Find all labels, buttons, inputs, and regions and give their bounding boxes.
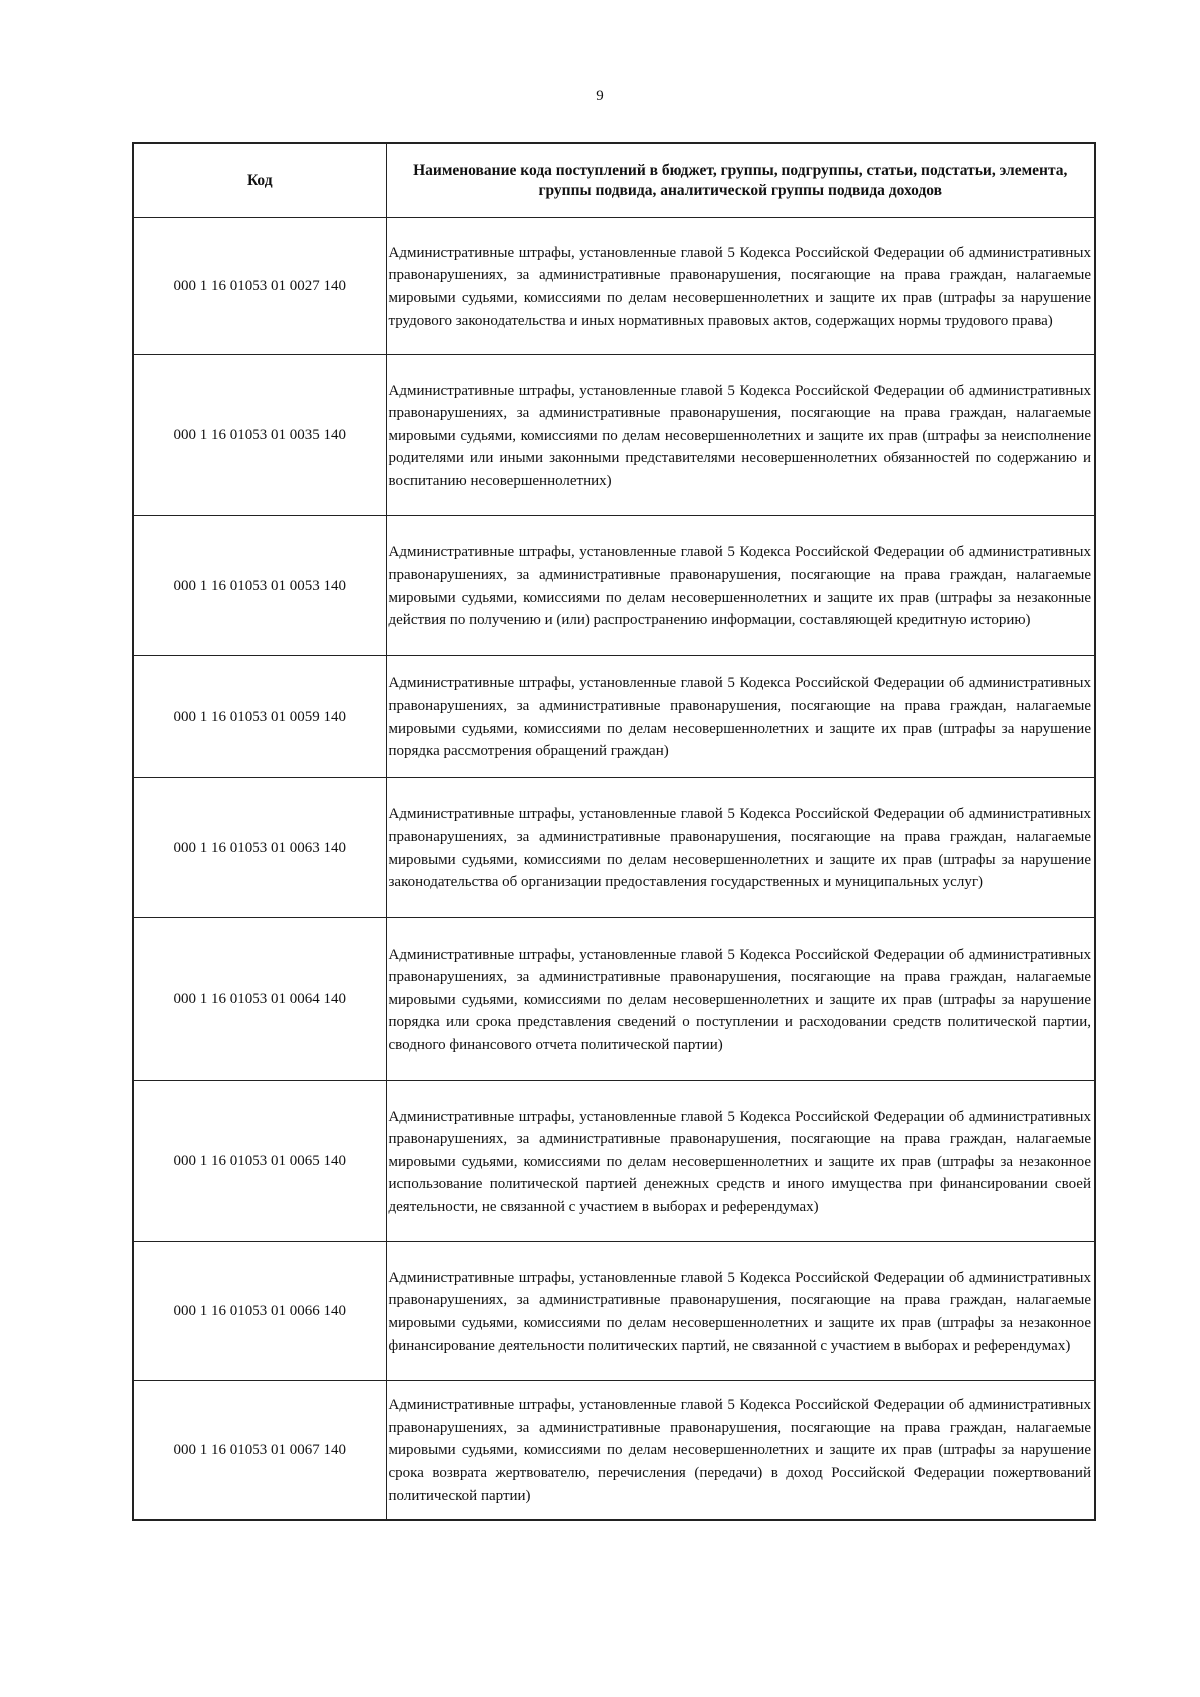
table-header-row: [133, 143, 1095, 218]
name-cell: Административные штрафы, установленные главой 5 Кодекса Российской Федерации об административных правонарушениях, за административные правонарушения, посягающие на права граждан, налагаемые мировыми судьями, комиссиями по делам несовершеннолетних и защите их прав (штрафы за нарушение порядка рассмотрения обращений граждан): [386, 656, 1095, 778]
code-cell: 000 1 16 01053 01 0067 140: [133, 1381, 386, 1520]
table-row: [133, 1081, 1095, 1242]
revenue-code-table: [132, 142, 1096, 1521]
table-row: [133, 778, 1095, 918]
code-cell: 000 1 16 01053 01 0064 140: [133, 918, 386, 1081]
table-row: [133, 656, 1095, 778]
name-cell: Административные штрафы, установленные главой 5 Кодекса Российской Федерации об административных правонарушениях, за административные правонарушения, посягающие на права граждан, налагаемые мировыми судьями, комиссиями по делам несовершеннолетних и защите их прав (штрафы за неисполнение родителями или иными законными представителями несовершеннолетних обязанностей по содержанию и воспитанию несовершеннолетних): [386, 355, 1095, 516]
code-cell: 000 1 16 01053 01 0027 140: [133, 218, 386, 355]
name-cell: Административные штрафы, установленные главой 5 Кодекса Российской Федерации об административных правонарушениях, за административные правонарушения, посягающие на права граждан, налагаемые мировыми судьями, комиссиями по делам несовершеннолетних и защите их прав (штрафы за нарушение порядка или срока представления сведений о поступлении и расходовании средств политической партии, сводного финансового отчета политической партии): [386, 918, 1095, 1081]
table-row: [133, 516, 1095, 656]
code-cell: 000 1 16 01053 01 0066 140: [133, 1242, 386, 1381]
name-cell: Административные штрафы, установленные главой 5 Кодекса Российской Федерации об административных правонарушениях, за административные правонарушения, посягающие на права граждан, налагаемые мировыми судьями, комиссиями по делам несовершеннолетних и защите их прав (штрафы за незаконное использование политической партией денежных средств и иного имущества при финансировании своей деятельности, не связанной с участием в выборах и референдумах): [386, 1081, 1095, 1242]
code-cell: 000 1 16 01053 01 0053 140: [133, 516, 386, 656]
table-row: [133, 1242, 1095, 1381]
header-code: Код: [133, 143, 386, 218]
table-row: [133, 918, 1095, 1081]
name-cell: Административные штрафы, установленные главой 5 Кодекса Российской Федерации об административных правонарушениях, за административные правонарушения, посягающие на права граждан, налагаемые мировыми судьями, комиссиями по делам несовершеннолетних и защите их прав (штрафы за нарушение трудового законодательства и иных нормативных правовых актов, содержащих нормы трудового права): [386, 218, 1095, 355]
name-cell: Административные штрафы, установленные главой 5 Кодекса Российской Федерации об административных правонарушениях, за административные правонарушения, посягающие на права граждан, налагаемые мировыми судьями, комиссиями по делам несовершеннолетних и защите их прав (штрафы за незаконные действия по получению и (или) распространению информации, составляющей кредитную историю): [386, 516, 1095, 656]
code-cell: 000 1 16 01053 01 0063 140: [133, 778, 386, 918]
name-cell: Административные штрафы, установленные главой 5 Кодекса Российской Федерации об административных правонарушениях, за административные правонарушения, посягающие на права граждан, налагаемые мировыми судьями, комиссиями по делам несовершеннолетних и защите их прав (штрафы за нарушение законодательства об организации предоставления государственных и муниципальных услуг): [386, 778, 1095, 918]
table-row: [133, 1381, 1095, 1520]
code-cell: 000 1 16 01053 01 0059 140: [133, 656, 386, 778]
header-name: Наименование кода поступлений в бюджет, группы, подгруппы, статьи, подстатьи, элемента, группы подвида, аналитической группы подвида доходов: [386, 143, 1095, 218]
table-row: [133, 355, 1095, 516]
name-cell: Административные штрафы, установленные главой 5 Кодекса Российской Федерации об административных правонарушениях, за административные правонарушения, посягающие на права граждан, налагаемые мировыми судьями, комиссиями по делам несовершеннолетних и защите их прав (штрафы за нарушение срока возврата жертвователю, перечисления (передачи) в доход Российской Федерации пожертвований политической партии): [386, 1381, 1095, 1520]
name-cell: Административные штрафы, установленные главой 5 Кодекса Российской Федерации об административных правонарушениях, за административные правонарушения, посягающие на права граждан, налагаемые мировыми судьями, комиссиями по делам несовершеннолетних и защите их прав (штрафы за незаконное финансирование деятельности политических партий, не связанной с участием в выборах и референдумах): [386, 1242, 1095, 1381]
page-number: 9: [596, 88, 604, 104]
code-cell: 000 1 16 01053 01 0035 140: [133, 355, 386, 516]
table-row: [133, 218, 1095, 355]
code-cell: 000 1 16 01053 01 0065 140: [133, 1081, 386, 1242]
